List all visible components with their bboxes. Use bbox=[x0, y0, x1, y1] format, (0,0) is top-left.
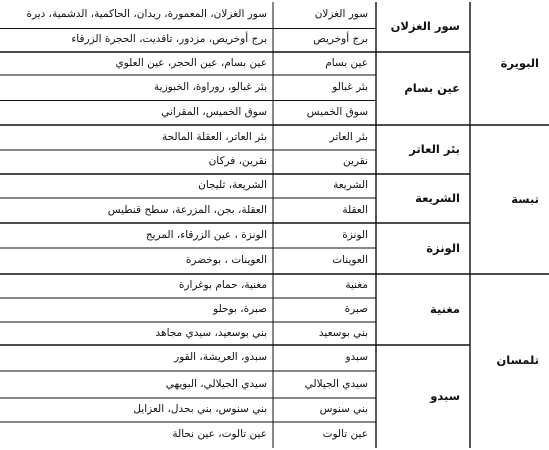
commune-list-cell: عين تالوت، عين نحالة bbox=[172, 428, 267, 440]
wilaya-cell: تبسة bbox=[511, 191, 539, 206]
chef-lieu-cell: مغنية bbox=[345, 279, 368, 291]
commune-list-cell: بئر العاتر، العقلة المالحة bbox=[162, 130, 267, 143]
chef-lieu-cell: بئر غبالو bbox=[332, 80, 368, 93]
commune-list-cell: بني سنوس، بني بحدل، العزايل bbox=[133, 403, 267, 415]
chef-lieu-cell: بني بوسعيد bbox=[318, 326, 368, 339]
commune-list-cell: عين بسام، عين الحجر، عين العلوي bbox=[115, 56, 267, 69]
wilaya-cell: البويرة bbox=[500, 55, 539, 70]
chef-lieu-cell: سوق الخميس bbox=[306, 105, 368, 118]
chef-lieu-cell: عين بسام bbox=[325, 56, 368, 69]
daira-cell: عين بسام bbox=[404, 80, 460, 95]
chef-lieu-cell: سيدي الجيلالي bbox=[304, 377, 368, 390]
chef-lieu-cell: العقلة bbox=[342, 203, 368, 216]
chef-lieu-cell: الشريعة bbox=[333, 179, 368, 191]
chef-lieu-cell: الونزة bbox=[342, 228, 368, 241]
chef-lieu-cell: صبرة bbox=[344, 303, 368, 315]
daira-cell: سور الغزلان bbox=[390, 19, 460, 33]
chef-lieu-cell: سور الغزلان bbox=[314, 8, 368, 21]
commune-list-cell: نقرين، فركان bbox=[208, 155, 267, 167]
commune-list-cell: العوينات ، بوخضرة bbox=[185, 254, 267, 266]
commune-list-cell: بني بوسعيد، سيدي مجاهد bbox=[155, 326, 267, 339]
chef-lieu-cell: العوينات bbox=[332, 254, 368, 266]
daira-cell: سبدو bbox=[430, 388, 460, 403]
chef-lieu-cell: سبدو bbox=[345, 351, 368, 363]
commune-list-cell: بئر غبالو، روراوة، الخبوزية bbox=[154, 80, 267, 93]
commune-list-cell: سوق الخميس، المقراني bbox=[161, 105, 267, 118]
daira-cell: مغنية bbox=[430, 301, 460, 316]
commune-list-cell: سيدي الجيلالي، البويهي bbox=[165, 377, 267, 390]
daira-cell: الونزة bbox=[426, 240, 460, 255]
chef-lieu-cell: بني سنوس bbox=[319, 403, 368, 415]
daira-cell: الشريعة bbox=[415, 190, 460, 205]
commune-list-cell: مغنية، حمام بوغرارة bbox=[178, 279, 267, 291]
chef-lieu-cell: برج أوخريص bbox=[313, 33, 368, 46]
daira-cell: بئر العاتر bbox=[409, 141, 460, 156]
wilaya-cell: تلمسان bbox=[496, 353, 539, 367]
chef-lieu-cell: بئر العاتر bbox=[329, 130, 368, 143]
chef-lieu-cell: نقرين bbox=[343, 155, 368, 167]
commune-list-cell: سور الغزلان، المعمورة، ريدان، الحاكمية، الدشمية، ديرة bbox=[26, 8, 267, 21]
commune-list-cell: الونزة ، عين الزرقاء، المريج bbox=[145, 228, 267, 241]
commune-list-cell: العقلة، بجن، المزرعة، سطح قنطيس bbox=[107, 203, 267, 216]
commune-list-cell: برج أوخريص، مزدور، تاقديت، الحجرة الزرقاء bbox=[71, 33, 267, 46]
commune-list-cell: سبدو، العريشة، القور bbox=[174, 351, 267, 363]
commune-list-cell: الشريعة، ثليجان bbox=[198, 179, 267, 191]
commune-list-cell: صبرة، بوحلو bbox=[213, 303, 267, 315]
chef-lieu-cell: عين تالوت bbox=[322, 428, 368, 440]
